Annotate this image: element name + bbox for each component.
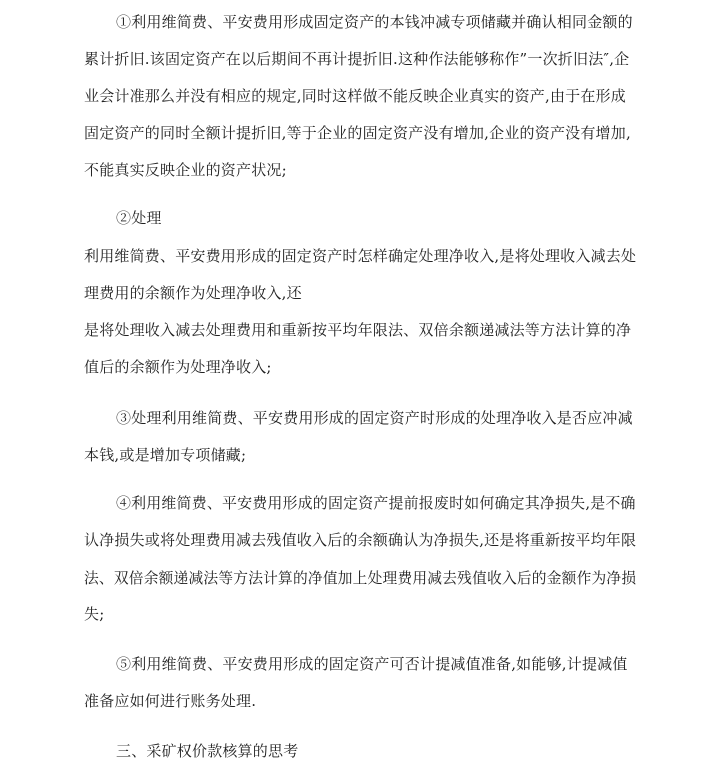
para2-line2: 理费用的余额作为处理净收入,还: [84, 284, 302, 302]
para2-line3: 是将处理收入减去处理费用和重新按平均年限法、双倍余额递减法等方法计算的净: [84, 321, 632, 339]
para4-line1: ④利用维简费、平安费用形成的固定资产提前报废时如何确定其净损失,是不确: [116, 494, 636, 512]
section-heading: 三、采矿权价款核算的思考: [116, 742, 299, 760]
para4-line3: 法、双倍余额递减法等方法计算的净值加上处理费用减去残值收入后的金额作为净损: [84, 569, 637, 587]
para2-heading: ②处理: [116, 209, 162, 227]
para2-line4: 值后的余额作为处理净收入;: [84, 358, 272, 376]
para4-line4: 失;: [84, 605, 105, 623]
para3-line2: 本钱,或是增加专项储藏;: [84, 446, 247, 464]
para1-line1: ①利用维简费、平安费用形成固定资产的本钱冲减专项储藏并确认相同金额的: [116, 13, 633, 31]
para5-line2: 准备应如何进行账务处理.: [84, 692, 257, 710]
para1-line4: 固定资产的同时全额计提折旧,等于企业的固定资产没有增加,企业的资产没有增加,: [84, 124, 631, 142]
para2-line1: 利用维简费、平安费用形成的固定资产时怎样确定处理净收入,是将处理收入减去处: [84, 247, 637, 265]
para4-line2: 认净损失或将处理费用减去残值收入后的余额确认为净损失,还是将重新按平均年限: [84, 531, 637, 549]
para1-line3: 业会计准那么并没有相应的规定,同时这样做不能反映企业真实的资产,由于在形成: [84, 87, 626, 105]
para1-line2: 累计折旧.该固定资产在以后期间不再计提折旧.这种作法能够称作”一次折旧法″,企: [84, 50, 630, 68]
para1-line5: 不能真实反映企业的资产状况;: [84, 161, 287, 179]
para3-line1: ③处理利用维简费、平安费用形成的固定资产时形成的处理净收入是否应冲减: [116, 409, 633, 427]
para5-line1: ⑤利用维简费、平安费用形成的固定资产可否计提减值准备,如能够,计提减值: [116, 655, 628, 673]
